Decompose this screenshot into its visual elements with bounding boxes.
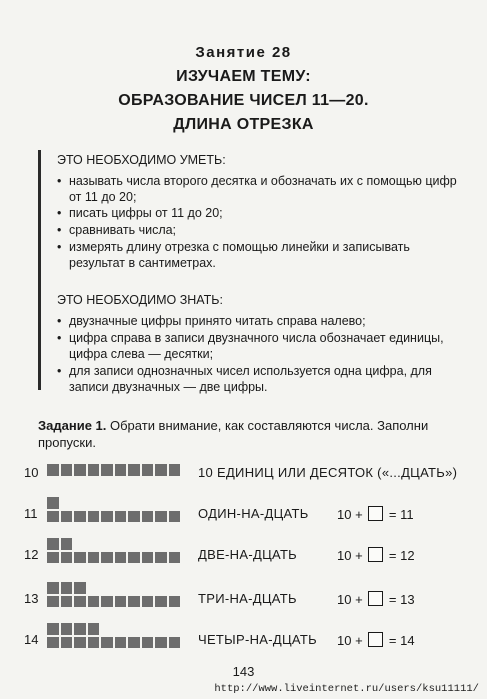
title-line-1: ИЗУЧАЕМ ТЕМУ: — [176, 68, 311, 85]
answer-box[interactable] — [368, 547, 383, 562]
unit-block — [168, 636, 182, 650]
unit-block — [73, 463, 87, 477]
watermark-url: http://www.liveinternet.ru/users/ksu11111/ — [214, 683, 479, 695]
unit-block — [141, 551, 155, 565]
knowledge-item: • цифра справа в записи двузначного числа обозначает единицы, цифра слева — десятки; — [57, 331, 444, 361]
unit-block — [87, 622, 101, 636]
unit-block — [46, 622, 60, 636]
unit-block — [46, 496, 60, 510]
unit-block — [60, 537, 74, 551]
tens-blocks — [46, 463, 186, 491]
unit-block — [114, 551, 128, 565]
unit-block — [46, 551, 60, 565]
unit-block — [100, 595, 114, 609]
tens-blocks — [46, 537, 186, 565]
title-line-3: ДЛИНА ОТРЕЗКА — [173, 116, 314, 133]
unit-block — [73, 636, 87, 650]
page-number: 143 — [232, 664, 255, 679]
requirements-box — [38, 150, 461, 394]
unit-block — [154, 551, 168, 565]
bullet-icon: • — [57, 240, 62, 254]
unit-block — [127, 463, 141, 477]
equation: 10 + = 11 — [337, 507, 414, 522]
skills-item: • писать цифры от 11 до 20; — [57, 206, 223, 220]
bullet-icon: • — [57, 364, 62, 378]
unit-block — [114, 595, 128, 609]
unit-block — [100, 463, 114, 477]
equation: 10 + = 13 — [337, 592, 415, 607]
unit-block — [87, 551, 101, 565]
bullet-icon: • — [57, 223, 62, 237]
unit-block — [114, 636, 128, 650]
unit-block — [87, 510, 101, 524]
number-word: ТРИ-НА-ДЦАТЬ — [198, 591, 297, 606]
unit-block — [46, 581, 60, 595]
skills-item: • измерять длину отрезка с помощью линейки и записывать результат в сантиметрах. — [57, 240, 410, 270]
equation: 10 + = 12 — [337, 548, 415, 563]
unit-block — [60, 636, 74, 650]
task-label: Задание 1. — [38, 418, 107, 433]
unit-block — [73, 551, 87, 565]
unit-block — [87, 463, 101, 477]
bullet-icon: • — [57, 206, 62, 220]
task-text: Обрати внимание, как составляются числа. Заполни пропуски. — [38, 418, 429, 450]
skills-item: • сравнивать числа; — [57, 223, 177, 237]
knowledge-item: • двузначные цифры принято читать справа налево; — [57, 314, 366, 328]
knowledge-heading: ЭТО НЕОБХОДИМО ЗНАТЬ: — [57, 293, 223, 307]
row-number: 10 — [24, 465, 39, 480]
unit-block — [114, 463, 128, 477]
unit-block — [154, 510, 168, 524]
unit-block — [73, 510, 87, 524]
knowledge-item: • для записи однозначных чисел используется одна цифра, для записи двузначных — две цифры. — [57, 364, 432, 394]
unit-block — [46, 463, 60, 477]
unit-block — [60, 622, 74, 636]
unit-block — [168, 463, 182, 477]
unit-block — [60, 463, 74, 477]
unit-block — [114, 510, 128, 524]
unit-block — [154, 463, 168, 477]
row-number: 12 — [24, 547, 39, 562]
unit-block — [46, 595, 60, 609]
answer-box[interactable] — [368, 591, 383, 606]
lesson-number: Занятие 28 — [195, 44, 292, 61]
unit-block — [87, 636, 101, 650]
answer-box[interactable] — [368, 632, 383, 647]
unit-block — [100, 510, 114, 524]
unit-block — [87, 595, 101, 609]
unit-block — [154, 636, 168, 650]
answer-box[interactable] — [368, 506, 383, 521]
unit-block — [73, 622, 87, 636]
unit-block — [154, 595, 168, 609]
unit-block — [141, 636, 155, 650]
number-word: ОДИН-НА-ДЦАТЬ — [198, 506, 309, 521]
unit-block — [127, 510, 141, 524]
equation: 10 + = 14 — [337, 633, 415, 648]
unit-block — [46, 510, 60, 524]
bullet-icon: • — [57, 314, 62, 328]
row-number: 14 — [24, 632, 39, 647]
unit-block — [100, 636, 114, 650]
unit-block — [60, 510, 74, 524]
unit-block — [168, 595, 182, 609]
tens-blocks — [46, 581, 186, 609]
unit-block — [60, 551, 74, 565]
unit-block — [127, 636, 141, 650]
unit-block — [60, 595, 74, 609]
unit-block — [73, 595, 87, 609]
unit-block — [168, 551, 182, 565]
tens-blocks — [46, 622, 186, 650]
unit-block — [73, 581, 87, 595]
unit-block — [100, 551, 114, 565]
unit-block — [141, 595, 155, 609]
unit-block — [141, 510, 155, 524]
number-word: ДВЕ-НА-ДЦАТЬ — [198, 547, 298, 562]
unit-block — [60, 581, 74, 595]
unit-block — [127, 595, 141, 609]
unit-block — [127, 551, 141, 565]
row-number: 11 — [24, 506, 38, 521]
bullet-icon: • — [57, 331, 62, 345]
unit-block — [141, 463, 155, 477]
number-word: 10 ЕДИНИЦ ИЛИ ДЕСЯТОК («...ДЦАТЬ») — [198, 465, 458, 480]
bullet-icon: • — [57, 174, 62, 188]
unit-block — [168, 510, 182, 524]
tens-blocks — [46, 496, 186, 524]
unit-block — [46, 636, 60, 650]
unit-block — [46, 537, 60, 551]
title-line-2: ОБРАЗОВАНИЕ ЧИСЕЛ 11—20. — [118, 92, 369, 109]
skills-item: • называть числа второго десятка и обозначать их с помощью цифр от 11 до 20; — [57, 174, 457, 204]
number-word: ЧЕТЫР-НА-ДЦАТЬ — [198, 632, 317, 647]
task-1 — [38, 417, 468, 451]
row-number: 13 — [24, 591, 39, 606]
skills-heading: ЭТО НЕОБХОДИМО УМЕТЬ: — [57, 153, 226, 167]
